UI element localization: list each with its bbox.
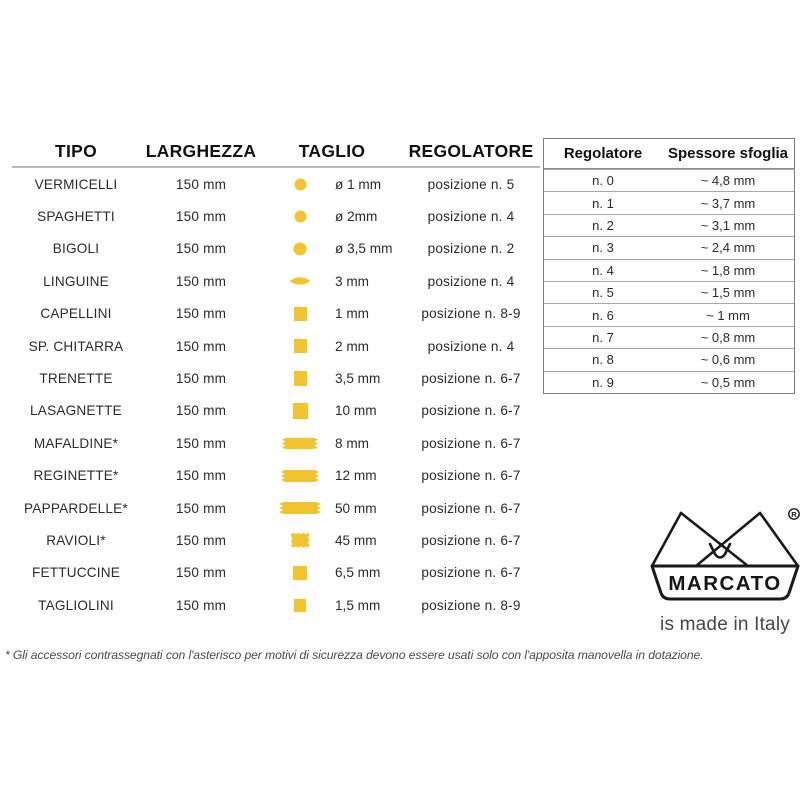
cell-taglio (262, 501, 402, 516)
ribbon-cut-icon (278, 437, 322, 450)
cell-taglio (262, 532, 402, 549)
taglio-size-label: 6,5 mm (335, 565, 381, 581)
table-row (12, 460, 540, 492)
cell-taglio (262, 436, 402, 451)
cell-thickness: ~ 0,6 mm (700, 352, 756, 368)
cell-taglio (262, 468, 402, 483)
cell-larghezza: 150 mm (175, 371, 227, 387)
cell-tipo: SP. CHITARRA (28, 338, 124, 354)
cell-taglio (262, 306, 402, 321)
cell-regolatore: posizione n. 4 (427, 273, 515, 289)
cell-larghezza: 150 mm (175, 403, 227, 419)
cell-larghezza: 150 mm (175, 597, 227, 613)
cell-larghezza: 150 mm (175, 435, 227, 451)
taglio-size-label: 50 mm (335, 500, 377, 516)
table-row (12, 200, 540, 232)
cell-tipo: MAFALDINE* (33, 435, 119, 451)
cell-dial-number: n. 6 (592, 307, 614, 323)
logo-tagline: is made in Italy (660, 614, 790, 635)
taglio-size-label: ø 2mm (335, 209, 378, 225)
cell-taglio (262, 177, 402, 192)
table-row (544, 236, 794, 258)
header-tipo: TIPO (54, 140, 98, 161)
cell-taglio (262, 209, 402, 224)
header-spessore-sfoglia: Spessore sfoglia (667, 145, 789, 162)
cell-tipo: BIGOLI (52, 241, 100, 257)
table-row (12, 330, 540, 362)
cell-dial-number: n. 8 (592, 352, 614, 368)
cell-dial-number: n. 3 (592, 240, 614, 256)
table-row (12, 167, 540, 200)
square-cut-icon (278, 307, 322, 321)
cell-regolatore: posizione n. 6-7 (421, 435, 521, 451)
taglio-size-label: ø 1 mm (335, 176, 382, 192)
cell-tipo: FETTUCCINE (31, 565, 121, 581)
table-row (12, 362, 540, 394)
cell-taglio (262, 598, 402, 613)
table-row (12, 492, 540, 524)
circle-cut-icon (278, 210, 322, 223)
taglio-size-label: 3 mm (335, 273, 369, 289)
header-regolatore: REGOLATORE (408, 140, 534, 161)
ravioli-cut-icon (278, 532, 322, 549)
taglio-size-label: 1 mm (335, 306, 369, 322)
cell-regolatore: posizione n. 6-7 (421, 565, 521, 581)
marcato-logo (648, 506, 800, 636)
cell-regolatore: posizione n. 4 (427, 338, 515, 354)
registered-mark: R (791, 509, 797, 519)
cell-regolatore: posizione n. 2 (427, 241, 515, 257)
cell-tipo: LINGUINE (43, 273, 109, 289)
table-row (12, 265, 540, 297)
cell-larghezza: 150 mm (175, 532, 227, 548)
square-cut-icon (278, 566, 322, 580)
taglio-size-label: 8 mm (335, 435, 369, 451)
table-row (544, 214, 794, 236)
taglio-size-label: 12 mm (335, 468, 377, 484)
cell-thickness: ~ 1,8 mm (700, 262, 756, 278)
cell-larghezza: 150 mm (175, 273, 227, 289)
cell-regolatore: posizione n. 6-7 (421, 532, 521, 548)
cell-thickness: ~ 1,5 mm (700, 285, 756, 301)
cell-tipo: LASAGNETTE (30, 403, 122, 419)
header-larghezza: LARGHEZZA (145, 140, 257, 161)
cell-thickness: ~ 0,5 mm (700, 374, 756, 390)
cell-larghezza: 150 mm (175, 209, 227, 225)
cell-dial-number: n. 1 (592, 195, 614, 211)
marcato-logo-icon (648, 506, 800, 602)
cell-regolatore: posizione n. 6-7 (421, 468, 521, 484)
table-row (544, 191, 794, 213)
table-row (544, 259, 794, 281)
cell-larghezza: 150 mm (175, 565, 227, 581)
cell-larghezza: 150 mm (175, 306, 227, 322)
circle-cut-icon (278, 242, 322, 256)
cell-tipo: REGINETTE* (33, 468, 119, 484)
cell-thickness: ~ 1 mm (706, 307, 750, 323)
cell-tipo: SPAGHETTI (37, 209, 115, 225)
cell-thickness: ~ 0,8 mm (700, 329, 756, 345)
cell-regolatore: posizione n. 4 (427, 209, 515, 225)
cell-tipo: CAPELLINI (40, 306, 112, 322)
cell-regolatore: posizione n. 6-7 (421, 500, 521, 516)
cell-dial-number: n. 7 (592, 329, 614, 345)
cell-taglio (262, 403, 402, 419)
safety-footnote: * Gli accessori contrassegnati con l'asterisco per motivi di sicurezza devono essere usati solo con l'apposita manovella in dotazione. (5, 648, 704, 662)
taglio-size-label: 3,5 mm (335, 371, 381, 387)
cell-dial-number: n. 2 (592, 217, 614, 233)
square-cut-icon (278, 599, 322, 612)
brand-name: MARCATO (668, 572, 782, 595)
taglio-size-label: 1,5 mm (335, 597, 381, 613)
cell-larghezza: 150 mm (175, 338, 227, 354)
cell-taglio (262, 565, 402, 580)
cell-thickness: ~ 3,1 mm (700, 217, 756, 233)
cell-regolatore: posizione n. 5 (427, 176, 515, 192)
taglio-size-label: ø 3,5 mm (335, 241, 393, 257)
header-regolatore-dial: Regolatore (563, 145, 643, 162)
cell-dial-number: n. 9 (592, 374, 614, 390)
table-row (12, 233, 540, 265)
taglio-size-label: 10 mm (335, 403, 377, 419)
table-row (544, 371, 794, 393)
sheet-thickness-table (543, 138, 795, 394)
header-taglio: TAGLIO (298, 140, 366, 161)
table-row (544, 303, 794, 325)
cell-taglio (262, 274, 402, 289)
table-row (12, 427, 540, 459)
table-row (544, 326, 794, 348)
table-row (544, 348, 794, 370)
cell-larghezza: 150 mm (175, 500, 227, 516)
square-cut-icon (278, 403, 322, 419)
cell-larghezza: 150 mm (175, 241, 227, 257)
pasta-types-table (12, 136, 540, 621)
cell-tipo: VERMICELLI (34, 176, 118, 192)
ribbon-cut-icon (278, 501, 322, 515)
cell-thickness: ~ 3,7 mm (700, 195, 756, 211)
ribbon-cut-icon (278, 469, 322, 483)
cell-regolatore: posizione n. 8-9 (421, 597, 521, 613)
cell-taglio (262, 371, 402, 386)
cell-tipo: PAPPARDELLE* (24, 500, 128, 516)
cell-regolatore: posizione n. 6-7 (421, 403, 521, 419)
table-row (12, 524, 540, 556)
cell-taglio (262, 339, 402, 354)
cell-thickness: ~ 2,4 mm (700, 240, 756, 256)
sheet-thickness-table-header (544, 139, 794, 169)
table-row (544, 281, 794, 303)
cell-tipo: RAVIOLI* (46, 532, 106, 548)
cell-taglio (262, 241, 402, 256)
table-row (12, 395, 540, 427)
cell-regolatore: posizione n. 6-7 (421, 371, 521, 387)
cell-larghezza: 150 mm (175, 176, 227, 192)
ellipse-cut-icon (278, 276, 322, 286)
square-cut-icon (278, 339, 322, 353)
cell-dial-number: n. 4 (592, 262, 614, 278)
cell-tipo: TAGLIOLINI (38, 597, 114, 613)
square-cut-icon (278, 371, 322, 386)
table-row (544, 169, 794, 191)
table-row (12, 557, 540, 589)
circle-cut-icon (278, 178, 322, 191)
table-row (12, 298, 540, 330)
pasta-types-table-header (12, 136, 540, 167)
cell-larghezza: 150 mm (175, 468, 227, 484)
cell-tipo: TRENETTE (39, 371, 113, 387)
table-row (12, 589, 540, 621)
cell-dial-number: n. 0 (592, 173, 614, 189)
taglio-size-label: 2 mm (335, 338, 369, 354)
taglio-size-label: 45 mm (335, 532, 377, 548)
cell-dial-number: n. 5 (592, 285, 614, 301)
cell-regolatore: posizione n. 8-9 (421, 306, 521, 322)
cell-thickness: ~ 4,8 mm (700, 173, 756, 189)
